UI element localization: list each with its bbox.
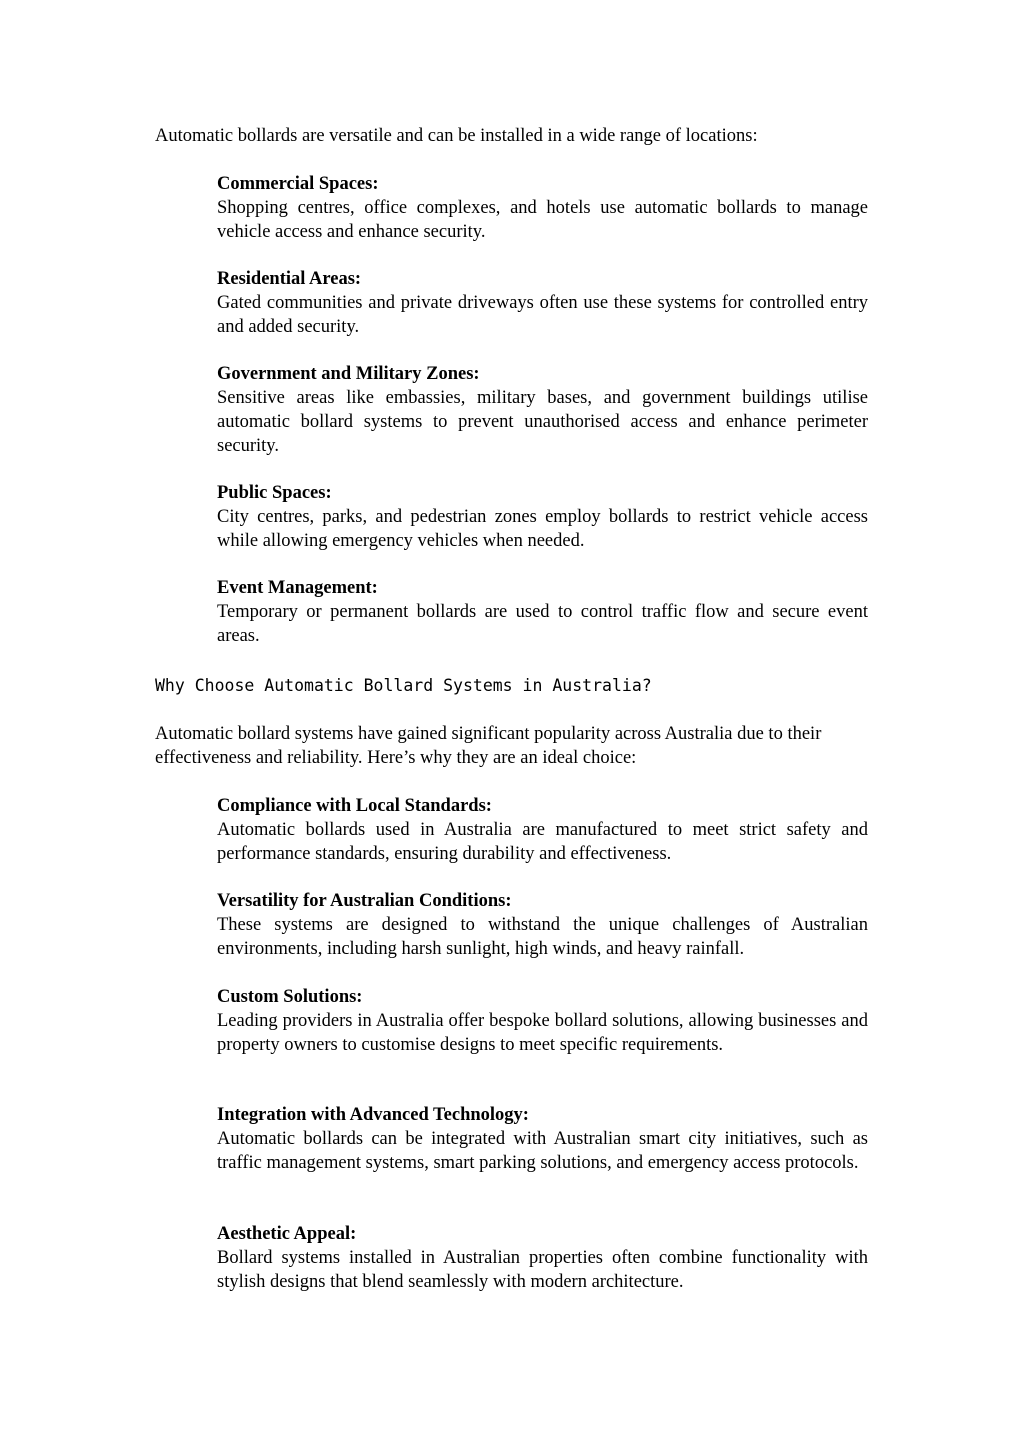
item-title: Event Management:: [217, 578, 378, 598]
intro-paragraph: Automatic bollards are versatile and can be installed in a wide range of locations:: [155, 126, 758, 146]
section-heading: Why Choose Automatic Bollard Systems in Australia?: [155, 676, 652, 695]
item-text: Temporary or permanent bollards are used to control traffic flow and secure event areas.: [217, 602, 868, 646]
item-text: City centres, parks, and pedestrian zones employ bollards to restrict vehicle access while allowing emergency vehicles when needed.: [217, 507, 868, 551]
location-item-government: [217, 362, 868, 458]
reason-item-compliance: [217, 794, 868, 866]
item-title: Versatility for Australian Conditions:: [217, 891, 512, 911]
item-title: Government and Military Zones:: [217, 364, 480, 384]
item-title: Custom Solutions:: [217, 987, 363, 1007]
location-item-commercial: [217, 172, 868, 244]
item-text: Leading providers in Australia offer bespoke bollard solutions, allowing businesses and property owners to customise designs to meet specific requirements.: [217, 1011, 868, 1055]
reason-item-versatility: [217, 889, 868, 961]
item-text: Shopping centres, office complexes, and hotels use automatic bollards to manage vehicle access and enhance security.: [217, 198, 868, 242]
item-text: Automatic bollards can be integrated with Australian smart city initiatives, such as traffic management systems, smart parking solutions, and emergency access protocols.: [217, 1129, 868, 1173]
reason-item-custom: [217, 985, 868, 1057]
item-title: Residential Areas:: [217, 269, 362, 289]
location-item-event: [217, 576, 868, 648]
item-title: Integration with Advanced Technology:: [217, 1105, 529, 1125]
item-title: Public Spaces:: [217, 483, 332, 503]
location-item-residential: [217, 267, 868, 339]
location-item-public: [217, 481, 868, 553]
item-text: These systems are designed to withstand the unique challenges of Australian environments, including harsh sunlight, high winds, and heavy rainfall.: [217, 915, 868, 959]
item-text: Bollard systems installed in Australian properties often combine functionality with stylish designs that blend seamlessly with modern architecture.: [217, 1248, 868, 1292]
item-text: Gated communities and private driveways often use these systems for controlled entry and added security.: [217, 293, 868, 337]
reason-item-aesthetic: [217, 1222, 868, 1294]
item-title: Commercial Spaces:: [217, 174, 379, 194]
item-text: Sensitive areas like embassies, military bases, and government buildings utilise automatic bollard systems to prevent unauthorised access and enhance perimeter security.: [217, 388, 868, 456]
reason-item-integration: [217, 1103, 868, 1175]
section-intro-paragraph: Automatic bollard systems have gained significant popularity across Australia due to their effectiveness and reliability. Here’s why they are an ideal choice:: [155, 724, 822, 768]
item-title: Aesthetic Appeal:: [217, 1224, 357, 1244]
item-text: Automatic bollards used in Australia are manufactured to meet strict safety and performance standards, ensuring durability and effectiveness.: [217, 820, 868, 864]
item-title: Compliance with Local Standards:: [217, 796, 492, 816]
